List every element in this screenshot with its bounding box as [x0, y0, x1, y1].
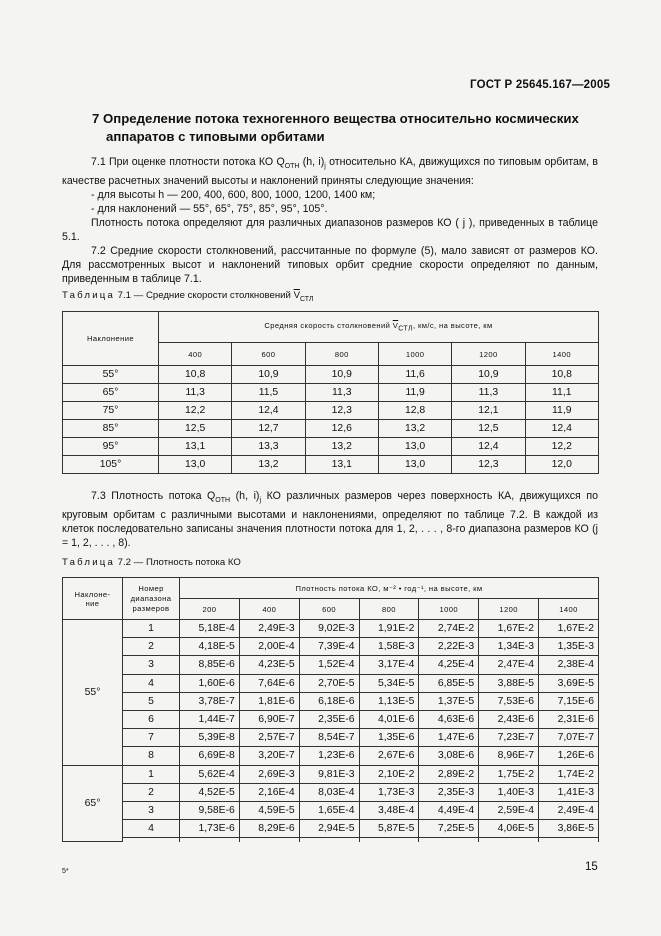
- velocity-cell: 11,5: [232, 384, 305, 402]
- table-row: [63, 438, 599, 456]
- range-number-cell: 7: [123, 729, 180, 747]
- velocity-cell: 11,3: [305, 384, 378, 402]
- velocity-cell: 11,3: [159, 384, 232, 402]
- footer-mark: 5*: [62, 868, 69, 875]
- table-7-1-caption: Таблица 7.1 — Средние скорости столкновений $\overline{V}_{СТЛ}$: [62, 290, 314, 303]
- velocity-cell: 12,2: [159, 402, 232, 420]
- flux-cell: 5,18E-4: [180, 620, 240, 638]
- flux-cell: 7,07E-7: [539, 729, 599, 747]
- height-header: 1200: [452, 343, 525, 366]
- flux-cell: 1,23E-6: [299, 747, 359, 765]
- flux-cell: 4,25E-4: [419, 656, 479, 674]
- flux-cell: 3,88E-5: [479, 674, 539, 692]
- table-7-2-caption: Таблица 7.2 — Плотность потока КО: [62, 557, 241, 568]
- flux-cell: 8,29E-6: [239, 820, 299, 838]
- flux-cell: 2,16E-4: [239, 783, 299, 801]
- height-header: 1200: [479, 599, 539, 620]
- velocity-cell: 11,9: [525, 402, 598, 420]
- flux-cell: 2,70E-5: [299, 674, 359, 692]
- inclination-cell: 95°: [63, 438, 159, 456]
- velocity-cell: 10,8: [525, 366, 598, 384]
- flux-cell: 1,37E-5: [419, 692, 479, 710]
- velocity-cell: 11,1: [525, 384, 598, 402]
- bullet-heights: - для высоты h — 200, 400, 600, 800, 1000, 1200, 1400 км;: [91, 189, 376, 202]
- velocity-cell: 13,2: [378, 420, 451, 438]
- velocity-cell: 12,5: [452, 420, 525, 438]
- velocity-cell: 10,9: [452, 366, 525, 384]
- velocity-cell: 11,3: [452, 384, 525, 402]
- velocity-cell: 12,6: [305, 420, 378, 438]
- velocity-cell: 12,7: [232, 420, 305, 438]
- flux-cell: 2,47E-4: [479, 656, 539, 674]
- velocity-cell: 12,3: [305, 402, 378, 420]
- flux-cell: 3,78E-7: [180, 692, 240, 710]
- table-row: [63, 620, 599, 638]
- flux-cell: 9,02E-3: [299, 620, 359, 638]
- flux-cell: 1,26E-6: [539, 747, 599, 765]
- inclination-cell: 55°: [63, 620, 123, 766]
- inclination-cell: 85°: [63, 420, 159, 438]
- flux-cell: 1,35E-3: [539, 638, 599, 656]
- flux-cell: 4,06E-5: [479, 820, 539, 838]
- velocity-cell: 10,9: [305, 366, 378, 384]
- section-heading-line2: аппаратов с типовыми орбитами: [106, 129, 325, 144]
- flux-cell: 5,34E-5: [359, 674, 419, 692]
- velocity-cell: 10,9: [232, 366, 305, 384]
- flux-cell: 1,91E-2: [359, 620, 419, 638]
- flux-cell: 7,64E-6: [239, 674, 299, 692]
- flux-cell: 5,87E-5: [359, 820, 419, 838]
- flux-cell: 5,39E-8: [180, 729, 240, 747]
- document-code: ГОСТ Р 25645.167—2005: [470, 79, 611, 91]
- paragraph-7-1: [62, 155, 598, 286]
- flux-cell: 2,10E-2: [359, 765, 419, 783]
- flux-cell: 1,47E-6: [419, 729, 479, 747]
- velocity-cell: 12,4: [452, 438, 525, 456]
- header-velocity-group: Средняя скорость столкновений $\overline{V}_{СТЛ}$, км/с, на высоте, км: [159, 312, 599, 343]
- velocity-cell: 13,2: [305, 438, 378, 456]
- flux-cell: 1,40E-3: [479, 783, 539, 801]
- range-number-cell: 3: [123, 801, 180, 819]
- header-inclination: Наклоне- ние: [63, 578, 123, 620]
- paragraph-7-2: 7.2 Средние скорости столкновений, рассчитанные по формуле (5), мало зависят от размеров КО. Для рассмотренных высот и наклонений типовых орбит средние скорости определяют по данным, приведенным в таблице 7.1.: [62, 245, 598, 286]
- flux-cell: 4,52E-5: [180, 783, 240, 801]
- range-number-cell: 4: [123, 820, 180, 838]
- flux-cell: 1,67E-2: [539, 620, 599, 638]
- flux-cell: 7,15E-6: [539, 692, 599, 710]
- velocity-cell: 13,2: [232, 456, 305, 474]
- flux-cell: 7,25E-5: [419, 820, 479, 838]
- flux-cell: 1,58E-3: [359, 638, 419, 656]
- table-row: [63, 656, 599, 674]
- paragraph-7-1-end: Плотность потока определяют для различных диапазонов размеров КО ( j ), приведенных в таблице 5.1.: [62, 217, 598, 244]
- flux-cell: 1,75E-2: [479, 765, 539, 783]
- flux-cell: 1,41E-3: [539, 783, 599, 801]
- flux-cell: 6,90E-7: [239, 710, 299, 728]
- table-row: [63, 801, 599, 819]
- flux-cell: 2,00E-4: [239, 638, 299, 656]
- section-heading-line1: 7 Определение потока техногенного вещества относительно космических: [92, 111, 579, 126]
- flux-cell: 8,96E-7: [479, 747, 539, 765]
- inclination-cell: 55°: [63, 366, 159, 384]
- height-header: 1000: [378, 343, 451, 366]
- flux-cell: 3,86E-5: [539, 820, 599, 838]
- inclination-cell: 75°: [63, 402, 159, 420]
- range-number-cell: 5: [123, 692, 180, 710]
- header-size-range: Номер диапазона размеров: [123, 578, 180, 620]
- height-header: 600: [232, 343, 305, 366]
- flux-cell: 6,69E-8: [180, 747, 240, 765]
- flux-cell: 4,01E-6: [359, 710, 419, 728]
- velocity-cell: 13,0: [159, 456, 232, 474]
- flux-cell: 3,20E-7: [239, 747, 299, 765]
- table-row: [63, 729, 599, 747]
- page-number: 15: [585, 861, 598, 873]
- flux-cell: 2,74E-2: [419, 620, 479, 638]
- flux-cell: 1,73E-3: [359, 783, 419, 801]
- bullet-inclinations: - для наклонений — 55°, 65°, 75°, 85°, 95°, 105°.: [91, 203, 328, 216]
- flux-cell: 7,53E-6: [479, 692, 539, 710]
- height-header: 1000: [419, 599, 479, 620]
- flux-cell: 7,23E-7: [479, 729, 539, 747]
- flux-cell: 5,62E-4: [180, 765, 240, 783]
- velocity-cell: 13,3: [232, 438, 305, 456]
- flux-cell: 1,35E-6: [359, 729, 419, 747]
- velocity-cell: 10,8: [159, 366, 232, 384]
- flux-cell: 4,59E-5: [239, 801, 299, 819]
- section-heading: [92, 110, 607, 146]
- range-number-cell: 1: [123, 620, 180, 638]
- flux-cell: 6,85E-5: [419, 674, 479, 692]
- flux-cell: 4,63E-6: [419, 710, 479, 728]
- velocity-cell: 13,0: [378, 456, 451, 474]
- height-header: 1400: [539, 599, 599, 620]
- table-row: [63, 366, 599, 384]
- table-row: [63, 710, 599, 728]
- flux-cell: 1,81E-6: [239, 692, 299, 710]
- velocity-cell: 11,6: [378, 366, 451, 384]
- flux-cell: 1,44E-7: [180, 710, 240, 728]
- velocity-cell: 12,8: [378, 402, 451, 420]
- flux-cell: 1,34E-3: [479, 638, 539, 656]
- flux-cell: 4,23E-5: [239, 656, 299, 674]
- velocity-cell: 13,0: [378, 438, 451, 456]
- velocity-cell: 12,0: [525, 456, 598, 474]
- table-row: [63, 638, 599, 656]
- flux-cell: 2,89E-2: [419, 765, 479, 783]
- flux-cell: 2,43E-6: [479, 710, 539, 728]
- table-row: [63, 456, 599, 474]
- flux-cell: 3,17E-4: [359, 656, 419, 674]
- header-inclination: Наклонение: [63, 312, 159, 366]
- flux-cell: 4,18E-5: [180, 638, 240, 656]
- range-number-cell: 3: [123, 656, 180, 674]
- flux-cell: 1,74E-2: [539, 765, 599, 783]
- range-number-cell: 2: [123, 783, 180, 801]
- height-header: 800: [305, 343, 378, 366]
- table-row: [63, 384, 599, 402]
- range-number-cell: 4: [123, 674, 180, 692]
- table-row: [63, 765, 599, 783]
- velocity-cell: 12,2: [525, 438, 598, 456]
- header-flux-group: Плотность потока КО, м⁻² • год⁻¹, на высоте, км: [180, 578, 599, 599]
- table-row: [63, 747, 599, 765]
- velocity-cell: 12,4: [232, 402, 305, 420]
- inclination-cell: 105°: [63, 456, 159, 474]
- height-header: 400: [239, 599, 299, 620]
- table-row: [63, 783, 599, 801]
- flux-cell: 2,67E-6: [359, 747, 419, 765]
- flux-cell: 2,49E-3: [239, 620, 299, 638]
- flux-cell: 2,35E-3: [419, 783, 479, 801]
- flux-cell: 1,13E-5: [359, 692, 419, 710]
- flux-cell: 1,73E-6: [180, 820, 240, 838]
- range-number-cell: 1: [123, 765, 180, 783]
- flux-cell: 2,57E-7: [239, 729, 299, 747]
- velocity-cell: 13,1: [305, 456, 378, 474]
- flux-cell: 2,69E-3: [239, 765, 299, 783]
- flux-cell: 8,85E-6: [180, 656, 240, 674]
- flux-cell: 2,94E-5: [299, 820, 359, 838]
- flux-cell: 2,49E-4: [539, 801, 599, 819]
- velocity-cell: 12,1: [452, 402, 525, 420]
- flux-cell: 3,08E-6: [419, 747, 479, 765]
- height-header: 200: [180, 599, 240, 620]
- flux-cell: 3,69E-5: [539, 674, 599, 692]
- table-7-2: [62, 577, 599, 842]
- table-7-1: [62, 311, 599, 474]
- velocity-cell: 12,3: [452, 456, 525, 474]
- paragraph-7-3: 7.3 Плотность потока $Q_{ОТН}$ (h, $i)_j$ КО различных размеров через поверхность КА, движущихся по круговым орбитам с различными высотами и наклонениями, определяют по таблице 7.2. В каждой из клеток последовательно записаны значения плотности потока для 1, 2, . . . , 8-го диапазона размеров КО (j = 1, 2, . . . , 8).: [62, 490, 598, 550]
- flux-cell: 2,35E-6: [299, 710, 359, 728]
- range-number-cell: 6: [123, 710, 180, 728]
- height-header: 400: [159, 343, 232, 366]
- velocity-cell: 12,4: [525, 420, 598, 438]
- flux-cell: 7,39E-4: [299, 638, 359, 656]
- flux-cell: 2,31E-6: [539, 710, 599, 728]
- inclination-cell: 65°: [63, 765, 123, 842]
- flux-cell: 9,81E-3: [299, 765, 359, 783]
- velocity-cell: 13,1: [159, 438, 232, 456]
- flux-cell: 9,58E-6: [180, 801, 240, 819]
- height-header: 800: [359, 599, 419, 620]
- table-row: [63, 420, 599, 438]
- paragraph-7-1-intro: 7.1 При оценке плотности потока КО $Q_{ОТН}$ (h, $i)_j$ относительно КА, движущихся по типовым орбитам, в качестве расчетных значений высоты и наклонений приняты следующие значения:: [62, 156, 598, 188]
- flux-cell: 1,67E-2: [479, 620, 539, 638]
- flux-cell: 2,38E-4: [539, 656, 599, 674]
- flux-cell: 1,52E-4: [299, 656, 359, 674]
- table-row: [63, 674, 599, 692]
- height-header: 1400: [525, 343, 598, 366]
- flux-cell: 1,60E-6: [180, 674, 240, 692]
- range-number-cell: 2: [123, 638, 180, 656]
- range-number-cell: 8: [123, 747, 180, 765]
- flux-cell: 2,59E-4: [479, 801, 539, 819]
- flux-cell: 4,49E-4: [419, 801, 479, 819]
- inclination-cell: 65°: [63, 384, 159, 402]
- flux-cell: 3,48E-4: [359, 801, 419, 819]
- flux-cell: 6,18E-6: [299, 692, 359, 710]
- flux-cell: 8,03E-4: [299, 783, 359, 801]
- height-header: 600: [299, 599, 359, 620]
- table-row: [63, 402, 599, 420]
- flux-cell: 8,54E-7: [299, 729, 359, 747]
- velocity-cell: 12,5: [159, 420, 232, 438]
- table-row: [63, 820, 599, 838]
- flux-cell: 2,22E-3: [419, 638, 479, 656]
- table-row: [63, 692, 599, 710]
- table-row-partial: [63, 838, 599, 842]
- velocity-cell: 11,9: [378, 384, 451, 402]
- flux-cell: 1,65E-4: [299, 801, 359, 819]
